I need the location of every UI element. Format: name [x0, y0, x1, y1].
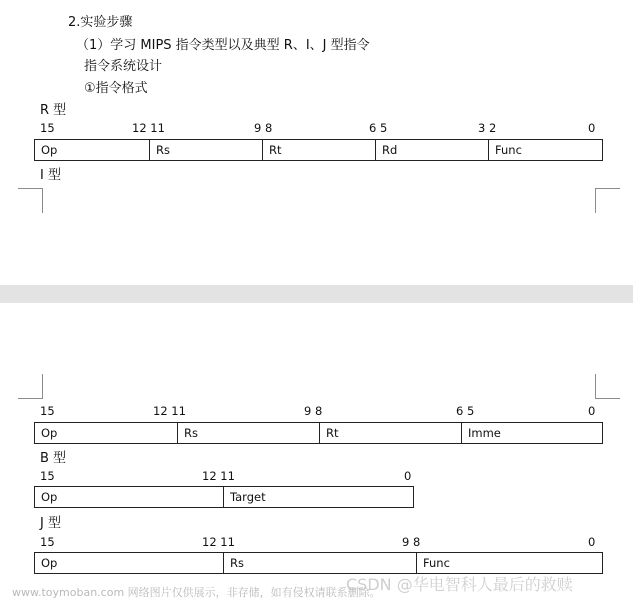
b-type-bit-numbers	[0, 469, 633, 483]
j-type-bit-numbers	[0, 535, 633, 549]
field-target: Target	[230, 490, 266, 504]
step-heading: 2.实验步骤	[68, 15, 133, 30]
bit-label: 6 5	[369, 121, 388, 135]
field-func: Func	[423, 556, 450, 570]
bit-label: 12 11	[202, 469, 235, 483]
j-type-label: J 型	[40, 516, 61, 531]
crop-mark	[18, 188, 43, 213]
field-rs: Rs	[178, 423, 320, 443]
bit-label: 6 5	[456, 404, 475, 418]
bit-label: 12 11	[132, 121, 165, 135]
b-type-format-table	[34, 486, 414, 508]
field-rd: Rd	[376, 140, 489, 160]
field-op: Op	[35, 140, 150, 160]
b-type-label: B 型	[40, 451, 67, 466]
field-rs: Rs	[224, 553, 417, 573]
field-op: Op	[35, 423, 178, 443]
bit-label: 9 8	[254, 121, 273, 135]
section-heading: （1）学习 MIPS 指令类型以及典型 R、I、J 型指令	[76, 38, 370, 53]
bit-label: 0	[588, 404, 596, 418]
bit-label: 0	[588, 535, 596, 549]
r-type-bit-numbers	[0, 121, 633, 135]
r-type-format-table	[34, 139, 603, 161]
bit-label: 9 8	[402, 535, 421, 549]
bit-label: 15	[40, 469, 55, 483]
bit-label: 0	[404, 469, 412, 483]
format-heading: ①指令格式	[84, 81, 148, 96]
i-type-label: I 型	[40, 168, 61, 183]
field-op: Op	[35, 487, 224, 507]
field-op: Op	[35, 553, 224, 573]
page-break-gap	[0, 285, 633, 303]
bit-label: 9 8	[304, 404, 323, 418]
bit-label: 0	[588, 121, 596, 135]
bit-label: 3 2	[478, 121, 497, 135]
crop-mark	[18, 374, 43, 399]
subsection-heading: 指令系统设计	[84, 59, 163, 74]
bit-label: 15	[40, 535, 55, 549]
bit-label: 15	[40, 404, 55, 418]
field-func: Func	[495, 143, 522, 157]
r-type-label: R 型	[40, 103, 67, 118]
crop-mark	[595, 374, 620, 399]
site-watermark: www.toymoban.com 网络图片仅供展示，非存储，如有侵权请联系删除。	[12, 586, 381, 599]
j-type-format-table	[34, 552, 603, 574]
i-type-format-table	[34, 422, 603, 444]
csdn-watermark: CSDN @华电智科人最后的救赎	[346, 575, 573, 594]
crop-mark	[595, 188, 620, 213]
i-type-bit-numbers	[0, 404, 633, 418]
field-imme: Imme	[468, 426, 501, 440]
bit-label: 15	[40, 121, 55, 135]
bit-label: 12 11	[153, 404, 186, 418]
bit-label: 12 11	[202, 535, 235, 549]
field-rt: Rt	[320, 423, 462, 443]
field-rt: Rt	[263, 140, 376, 160]
field-rs: Rs	[150, 140, 263, 160]
